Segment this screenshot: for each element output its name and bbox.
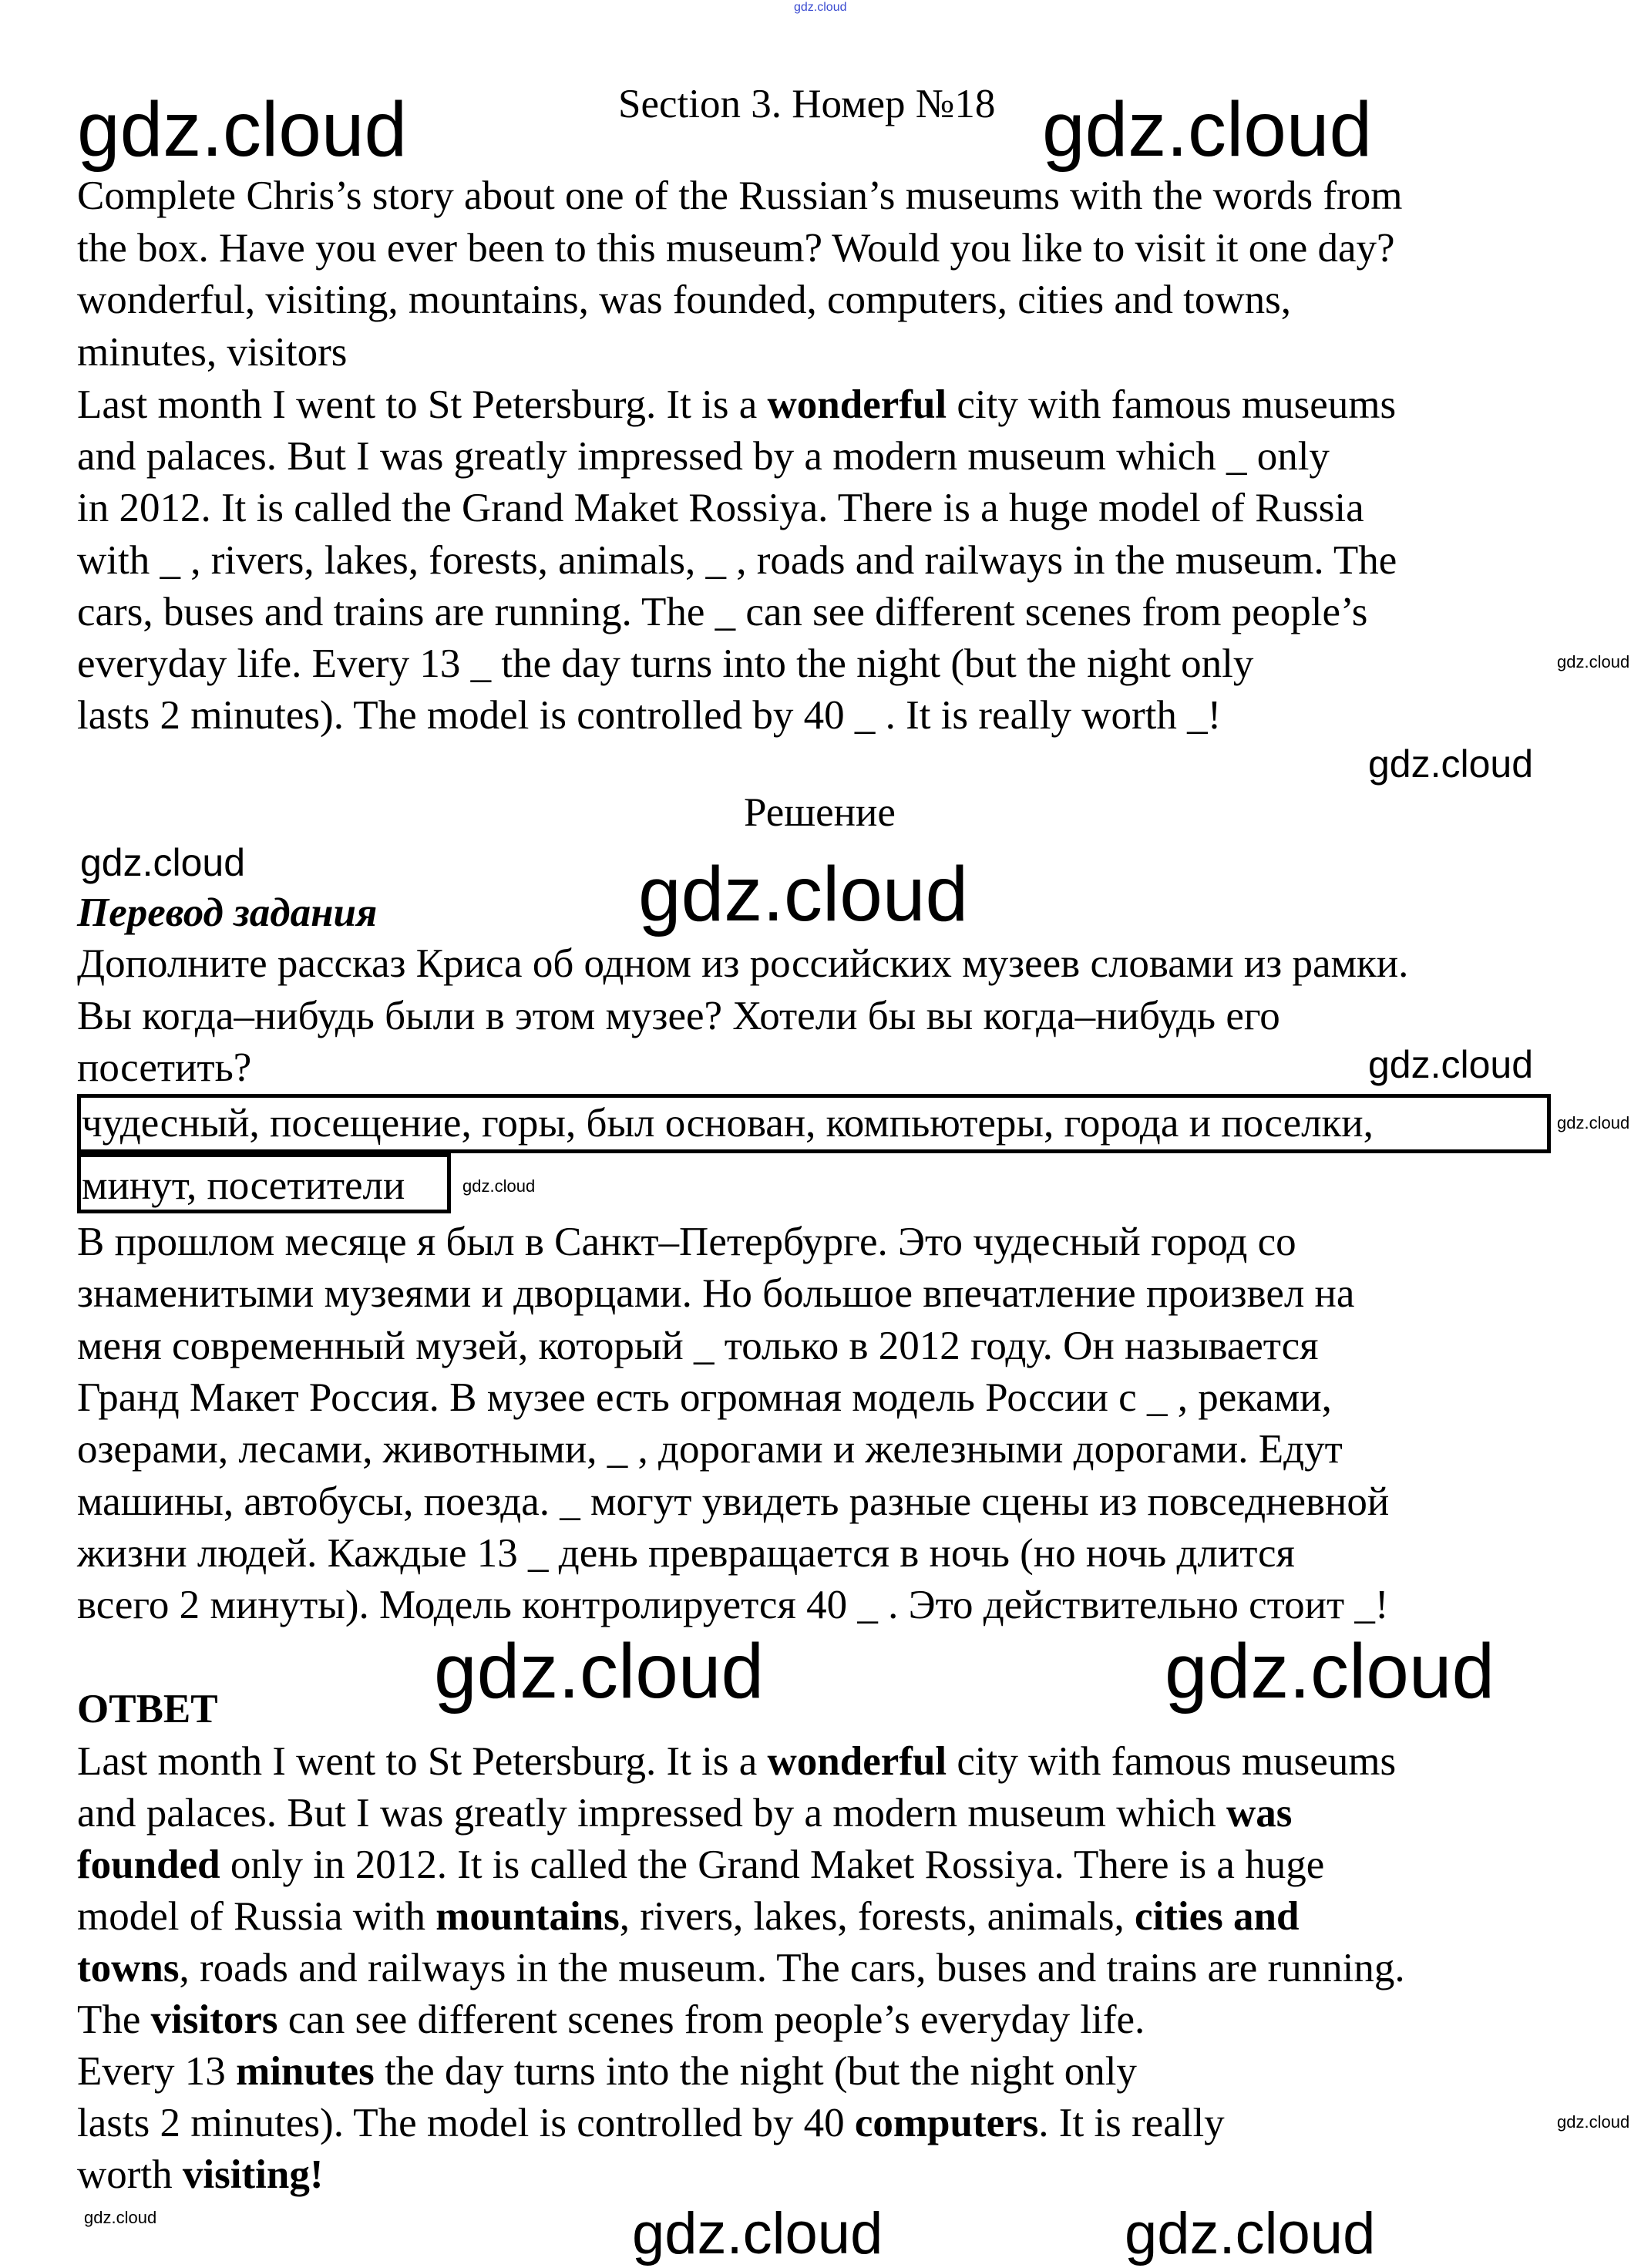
bold-answer-word: wonderful (767, 382, 947, 427)
watermark: gdz.cloud (462, 1176, 536, 1196)
bold-answer-word: cities and (1135, 1894, 1300, 1939)
text-segment: in 2012. It is called the Grand Maket Rossiya. There is a huge model of Russia (77, 486, 1364, 531)
bold-answer-word: visitors (150, 1997, 278, 2042)
text-segment: minutes, visitors (77, 329, 348, 375)
text-line (77, 2149, 323, 2201)
bold-answer-word: was (1226, 1791, 1293, 1836)
text-line (77, 1735, 1396, 1788)
text-segment: Complete Chris’s story about one of the Russian’s museums with the words from (77, 173, 1403, 218)
text-segment: , roads and railways in the museum. The cars, buses and trains are running. (179, 1946, 1405, 1990)
watermark: gdz.cloud (1368, 1043, 1534, 1086)
text-line (77, 430, 1330, 483)
text-line (77, 1041, 251, 1094)
text-segment: and palaces. But I was greatly impressed by a modern museum which _ only (77, 434, 1330, 480)
text-line (77, 170, 1402, 222)
translation-heading: Перевод задания (77, 890, 378, 935)
text-segment: жизни людей. Каждые 13 _ день превращается в ночь (но ночь длится (77, 1530, 1295, 1576)
text-line (77, 482, 1364, 534)
watermark: gdz.cloud (434, 1628, 765, 1714)
text-segment: , rivers, lakes, forests, animals, (619, 1894, 1135, 1939)
text-line (77, 1267, 1354, 1320)
bold-answer-word: founded (77, 1842, 220, 1887)
text-segment: Last month I went to St Petersburg. It is a (77, 1739, 768, 1784)
text-segment: Гранд Макет Россия. В музее есть огромная модель России с _ , реками, (77, 1375, 1332, 1420)
text-line (77, 1787, 1292, 1839)
solution-label: Решение (744, 790, 896, 835)
text-segment: машины, автобусы, поезда. _ могут увидеть разные сцены из повседневной (77, 1479, 1390, 1524)
watermark: gdz.cloud (1557, 2112, 1630, 2132)
text-segment: посетить? (77, 1045, 252, 1090)
text-segment: worth (77, 2152, 183, 2197)
watermark: gdz.cloud (1557, 1113, 1630, 1132)
text-line (77, 1216, 1296, 1268)
bold-answer-word: towns (77, 1946, 180, 1990)
text-line (77, 274, 1291, 326)
text-segment: знаменитыми музеями и дворцами. Но большое впечатление произвел на (77, 1271, 1355, 1317)
watermark: gdz.cloud (1165, 1628, 1495, 1714)
answer-heading: ОТВЕТ (77, 1687, 218, 1731)
text-segment: with _ , rivers, lakes, forests, animals, _ , roads and railways in the museum. The (77, 537, 1397, 583)
text-line (77, 1994, 1145, 2046)
bold-answer-word: computers (854, 2101, 1039, 2145)
text-line (77, 1890, 1300, 1943)
text-segment: The (77, 1997, 151, 2042)
text-line (77, 326, 347, 379)
text-segment: меня современный музей, который _ только в 2012 году. Он называется (77, 1323, 1319, 1368)
text-segment: Every 13 (77, 2049, 237, 2094)
text-segment: everyday life. Every 13 _ the day turns into the night (but the night only (77, 641, 1254, 686)
text-segment: the day turns into the night (but the night only (374, 2049, 1137, 2094)
text-segment: В прошлом месяце я был в Санкт–Петербурге. Это чудесный город со (77, 1220, 1296, 1264)
text-segment: Last month I went to St Petersburg. It is a (77, 382, 768, 427)
text-segment: Дополните рассказ Криса об одном из российских музеев словами из рамки. (77, 941, 1409, 986)
text-segment: and palaces. But I was greatly impressed by a modern museum which (77, 1791, 1226, 1836)
text-segment: can see different scenes from people’s everyday life. (277, 1997, 1145, 2042)
watermark: gdz.cloud (1557, 652, 1630, 671)
watermark: gdz.cloud (632, 2201, 883, 2266)
bold-answer-word: visiting! (182, 2152, 324, 2197)
bold-answer-word: minutes (236, 2049, 375, 2094)
text-segment: lasts 2 minutes). The model is controlled by 40 (77, 2101, 855, 2145)
text-segment: the box. Have you ever been to this museum? Would you like to visit it one day? (77, 225, 1395, 271)
text-segment: Вы когда–нибудь были в этом музее? Хотели бы вы когда–нибудь его (77, 993, 1280, 1038)
text-line (77, 937, 1408, 990)
word-box-text-2: минут, посетители (82, 1163, 405, 1208)
text-segment: lasts 2 minutes). The model is controlled by 40 _ . It is really worth _! (77, 693, 1222, 739)
watermark: gdz.cloud (1368, 742, 1534, 786)
text-line (77, 1942, 1405, 1994)
watermark: gdz.cloud (77, 86, 408, 173)
watermark: gdz.cloud (1125, 2201, 1376, 2266)
text-line (77, 2045, 1137, 2098)
watermark-top: gdz.cloud (794, 1, 847, 14)
text-line (77, 990, 1280, 1042)
text-line (77, 1579, 1389, 1631)
text-segment: city with famous museums (947, 1739, 1397, 1784)
text-segment: озерами, лесами, животными, _ , дорогами и железными дорогами. Едут (77, 1427, 1343, 1472)
text-line (77, 534, 1397, 587)
watermark: gdz.cloud (1042, 86, 1373, 173)
text-line (77, 1320, 1318, 1372)
text-line (77, 1476, 1389, 1528)
text-segment: wonderful, visiting, mountains, was founded, computers, cities and towns, (77, 278, 1292, 323)
text-segment: всего 2 минуты). Модель контролируется 40 _ . Это действительно стоит _! (77, 1583, 1389, 1628)
text-line (77, 1423, 1343, 1476)
page-title: Section 3. Номер №18 (618, 82, 996, 126)
text-line (77, 1527, 1295, 1580)
bold-answer-word: mountains (435, 1894, 620, 1939)
text-line (77, 1371, 1332, 1424)
text-segment: cars, buses and trains are running. The _ can see different scenes from people’s (77, 589, 1368, 634)
watermark: gdz.cloud (638, 851, 969, 937)
text-line (77, 586, 1367, 638)
text-line (77, 2097, 1225, 2149)
text-segment: only in 2012. It is called the Grand Maket Rossiya. There is a huge (220, 1842, 1325, 1887)
text-segment: city with famous museums (947, 382, 1397, 427)
text-line (77, 222, 1395, 274)
text-line (77, 379, 1396, 431)
watermark: gdz.cloud (84, 2208, 157, 2227)
text-line (77, 638, 1253, 690)
word-box-text-1: чудесный, посещение, горы, был основан, компьютеры, города и поселки, (82, 1101, 1374, 1146)
text-line (77, 689, 1221, 742)
text-segment: model of Russia with (77, 1894, 436, 1939)
watermark: gdz.cloud (80, 841, 246, 884)
text-line (77, 1839, 1324, 1891)
text-segment: . It is really (1038, 2101, 1225, 2145)
bold-answer-word: wonderful (767, 1739, 947, 1784)
